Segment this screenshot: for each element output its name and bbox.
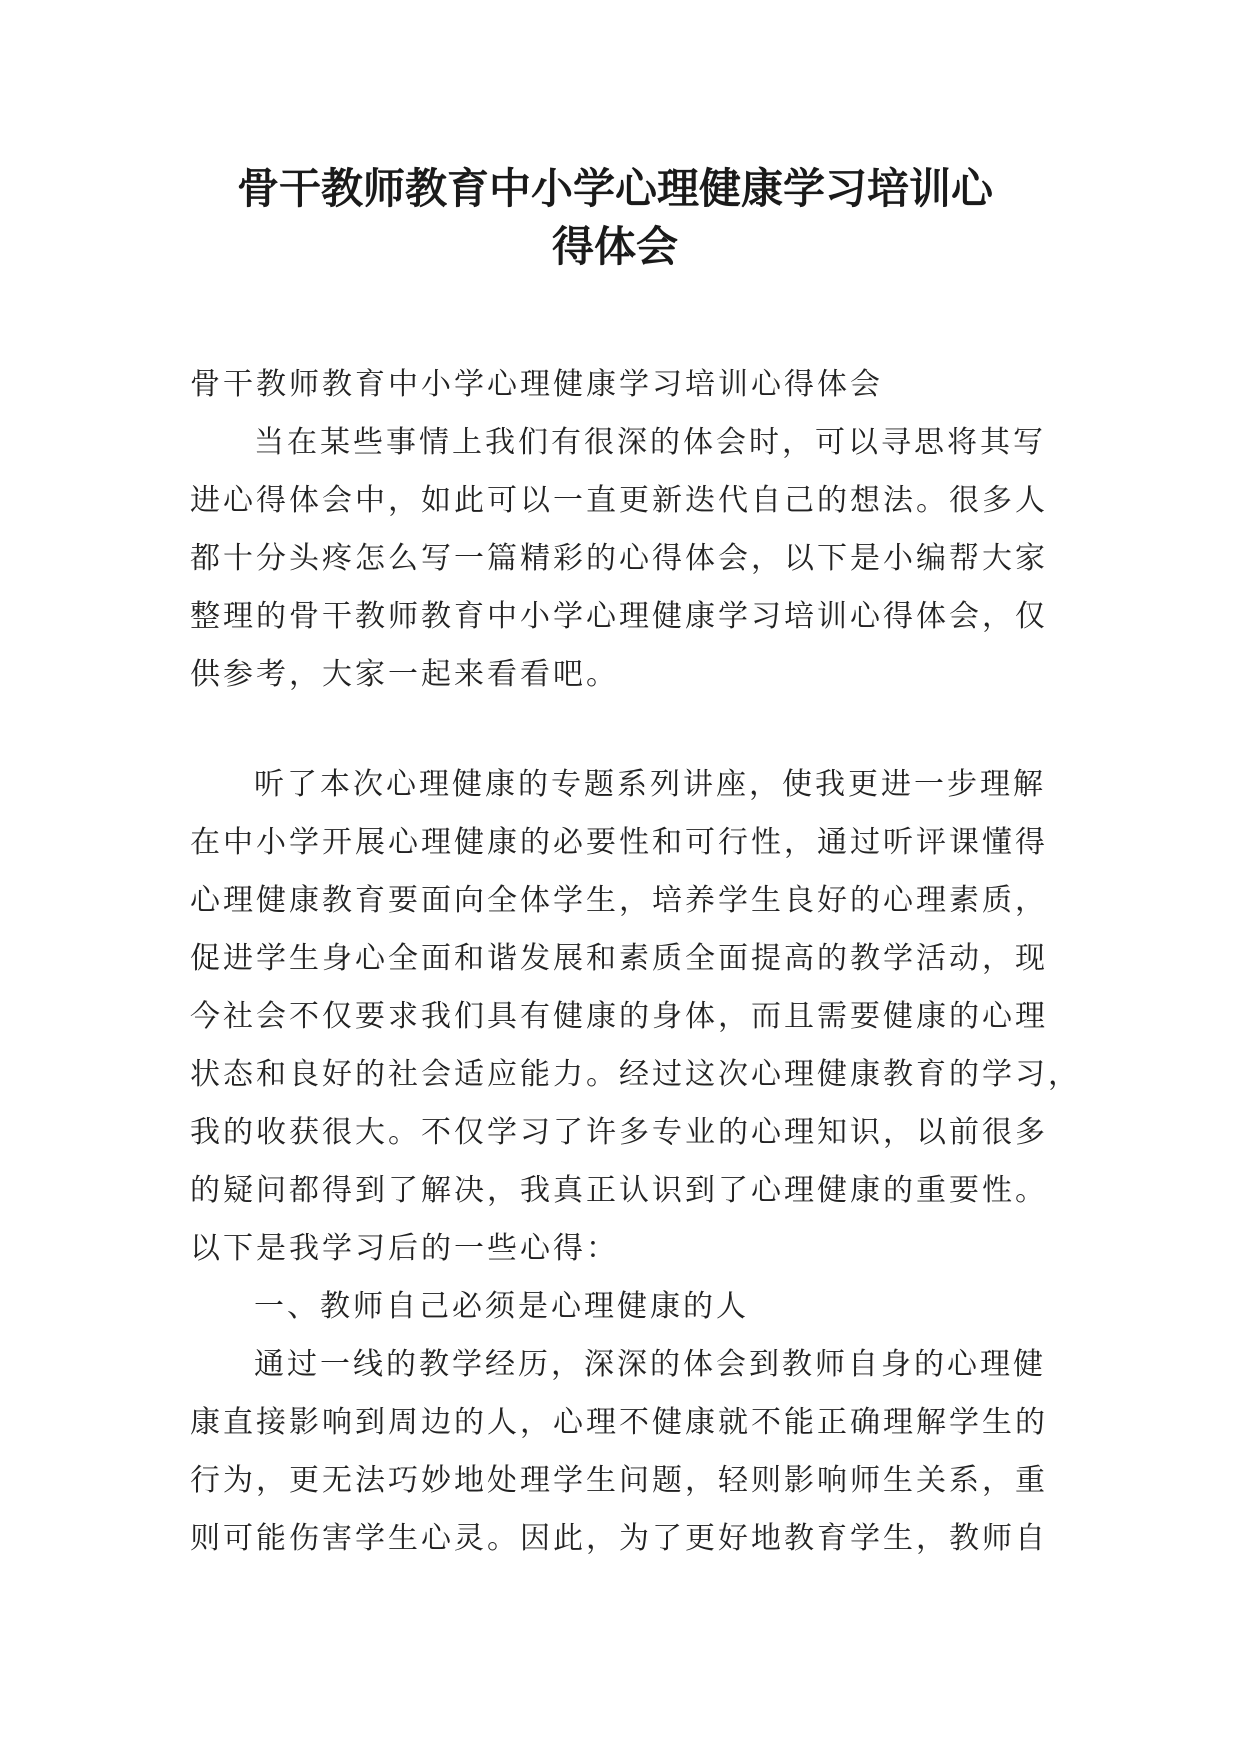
- document-title: [190, 160, 1040, 276]
- main-paragraph: [190, 756, 1081, 1278]
- paragraph-line: 心理健康教育要面向全体学生，培养学生良好的心理素质，: [190, 883, 1048, 918]
- document-body: [190, 356, 1081, 1568]
- paragraph-line: 康直接影响到周边的人，心理不健康就不能正确理解学生的: [190, 1405, 1048, 1440]
- paragraph-line: 整理的骨干教师教育中小学心理健康学习培训心得体会，仅: [190, 599, 1048, 634]
- paragraph-line: 通过一线的教学经历，深深的体会到教师自身的心理健: [254, 1347, 1046, 1382]
- paragraph-line: 进心得体会中，如此可以一直更新迭代自己的想法。很多人: [190, 483, 1048, 518]
- paragraph-line: 听了本次心理健康的专题系列讲座，使我更进一步理解: [254, 767, 1046, 802]
- paragraph-line: 促进学生身心全面和谐发展和素质全面提高的教学活动，现: [190, 941, 1048, 976]
- section-heading: 一、教师自己必须是心理健康的人: [254, 1289, 749, 1324]
- paragraph-line: 状态和良好的社会适应能力。经过这次心理健康教育的学习，: [190, 1057, 1081, 1092]
- paragraph-line: 以下是我学习后的一些心得：: [190, 1231, 619, 1266]
- document-subtitle: 骨干教师教育中小学心理健康学习培训心得体会: [190, 367, 883, 402]
- paragraph-line: 当在某些事情上我们有很深的体会时，可以寻思将其写: [254, 425, 1046, 460]
- intro-paragraph: [190, 414, 1048, 704]
- paragraph-line: 我的收获很大。不仅学习了许多专业的心理知识，以前很多: [190, 1115, 1048, 1150]
- document-title-line: 得体会: [551, 222, 678, 271]
- paragraph-line: 行为，更无法巧妙地处理学生问题，轻则影响师生关系，重: [190, 1463, 1048, 1498]
- section-paragraph: [190, 1336, 1048, 1568]
- document-title-line: 骨干教师教育中小学心理健康学习培训心: [236, 164, 993, 213]
- paragraph-line: 今社会不仅要求我们具有健康的身体，而且需要健康的心理: [190, 999, 1048, 1034]
- paragraph-line: 的疑问都得到了解决，我真正认识到了心理健康的重要性。: [190, 1173, 1048, 1208]
- paragraph-line: 供参考，大家一起来看看吧。: [190, 657, 619, 692]
- paragraph-line: 都十分头疼怎么写一篇精彩的心得体会，以下是小编帮大家: [190, 541, 1048, 576]
- paragraph-line: 在中小学开展心理健康的必要性和可行性，通过听评课懂得: [190, 825, 1048, 860]
- paragraph-line: 则可能伤害学生心灵。因此，为了更好地教育学生，教师自: [190, 1521, 1048, 1556]
- paragraph-spacer: [190, 704, 1045, 756]
